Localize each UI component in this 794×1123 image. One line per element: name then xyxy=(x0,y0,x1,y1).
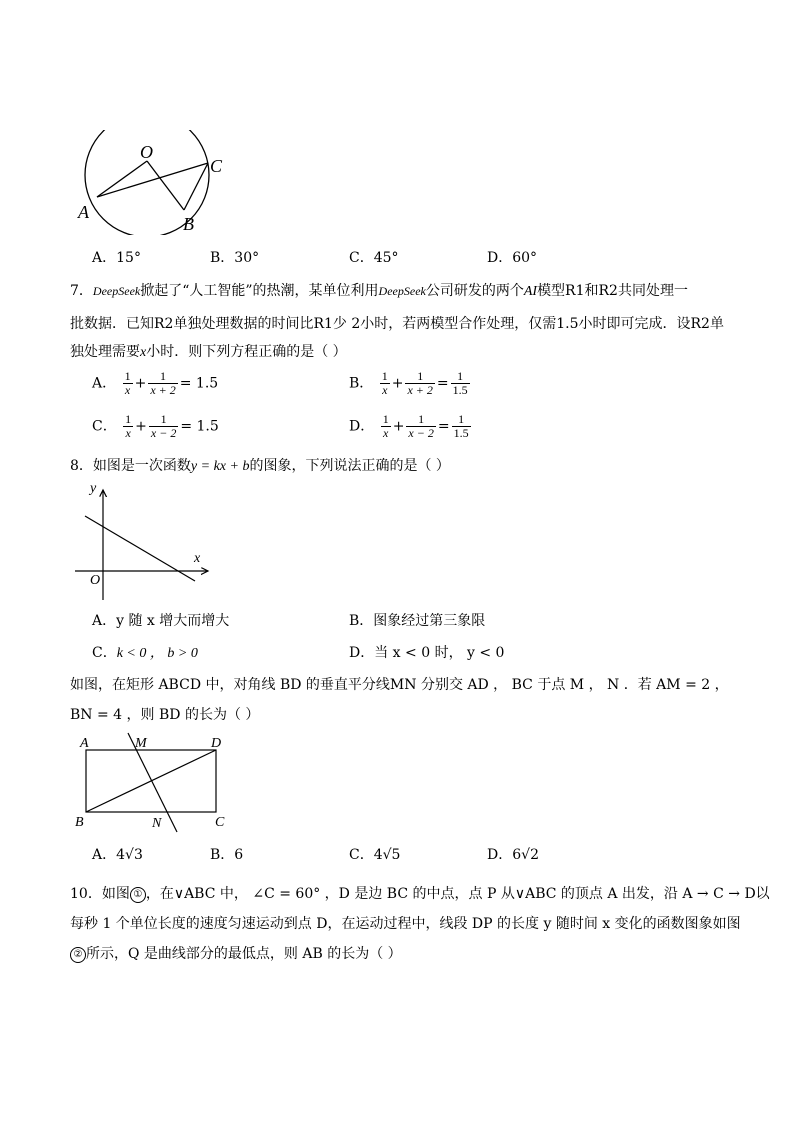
q9-diagonal-bd xyxy=(86,750,216,812)
q6-label-b: B xyxy=(183,214,194,234)
q7-option-b: B． $\frac{1}{x}$ + $\frac{1}{x + 2}$ = $\frac{1}{1.5}$ xyxy=(349,369,468,397)
q6-label-a: A xyxy=(78,202,89,222)
q9-line-2: BN = 4 ，则 BD 的长为（ ） xyxy=(70,707,260,723)
q6-label-c: C xyxy=(210,156,223,176)
q8-option-b: B．图象经过第三象限 xyxy=(349,613,486,629)
q6-option-a: A．15° xyxy=(92,250,141,266)
q8-label-x: x xyxy=(194,551,201,566)
q7-line-2: 批数据．已知R2单独处理数据的时间比R1少 2小时，若两模型合作处理，仅需1.5小时即可完成．设R2单 xyxy=(70,316,724,332)
q8-option-c: C．k < 0 ， b > 0 xyxy=(92,645,198,661)
q6-segment-bc xyxy=(184,163,208,210)
q8-label-o: O xyxy=(90,573,101,588)
q6-option-d: D．60° xyxy=(487,250,538,266)
q7-option-c: C． $\frac{1}{x}$ + $\frac{1}{x - 2}$ = 1.5 xyxy=(92,412,219,440)
q7-option-d: D． $\frac{1}{x}$ + $\frac{1}{x - 2}$ = $\frac{1}{1.5}$ xyxy=(349,412,469,440)
q9-rectangle-figure xyxy=(70,730,240,836)
q9-option-c: C．4√5 xyxy=(349,847,401,863)
q6-segment-oa xyxy=(97,161,147,197)
q8-option-a: A．y 随 x 增大而增大 xyxy=(92,613,230,629)
q10-line-2: 每秒 1 个单位长度的速度匀速运动到点 D，在运动过程中，线段 DP 的长度 y 随时间 x 变化的函数图象如图 xyxy=(70,916,741,932)
q9-option-d: D．6√2 xyxy=(487,847,539,863)
q7-line-3: 独处理需要x小时．则下列方程正确的是（ ） xyxy=(70,344,347,360)
q9-label-m: M xyxy=(135,736,147,751)
q10-line-1: 10．如图 ① ，在∨ABC 中， ∠C = 60° ，D 是边 BC 的中点，点 P 从∨ABC 的顶点 A 出发，沿 A → C → D以 xyxy=(70,886,770,902)
q8-label-y: y xyxy=(90,481,97,496)
q9-label-d: D xyxy=(211,736,222,751)
q9-label-a: A xyxy=(80,736,89,751)
q6-segment-ob xyxy=(147,161,184,210)
q7-option-a: A． $\frac{1}{x}$ + $\frac{1}{x + 2}$ = 1.5 xyxy=(92,369,219,397)
q6-label-o: O xyxy=(140,142,153,162)
q9-option-a: A．4√3 xyxy=(92,847,143,863)
q9-label-b: B xyxy=(75,815,84,830)
q10-line-3: ② 所示，Q 是曲线部分的最低点，则 AB 的长为（ ） xyxy=(70,944,402,964)
circled-two-icon: ② xyxy=(70,947,86,963)
q8-option-d: D．当 x < 0 时， y < 0 xyxy=(349,645,505,661)
q9-line-1: 如图，在矩形 ABCD 中，对角线 BD 的垂直平分线MN 分别交 AD ， BC 于点 M ， N ．若 AM = 2 ， xyxy=(70,677,729,693)
q9-label-n: N xyxy=(152,816,162,831)
q8-line-1: 8．如图是一次函数y = kx + b的图象，下列说法正确的是（ ） xyxy=(70,458,450,474)
q9-label-c: C xyxy=(215,815,225,830)
q9-option-b: B．6 xyxy=(210,847,244,863)
circled-one-icon: ① xyxy=(130,887,146,903)
q7-line-1: 7．DeepSeek掀起了“人工智能”的热潮，某单位利用DeepSeek公司研发的两个AI模型R1和R2共同处理一 xyxy=(70,283,688,299)
q6-circle-figure xyxy=(70,130,240,235)
q6-option-b: B．30° xyxy=(210,250,260,266)
q6-option-c: C．45° xyxy=(349,250,399,266)
q8-graph-figure xyxy=(70,478,215,603)
